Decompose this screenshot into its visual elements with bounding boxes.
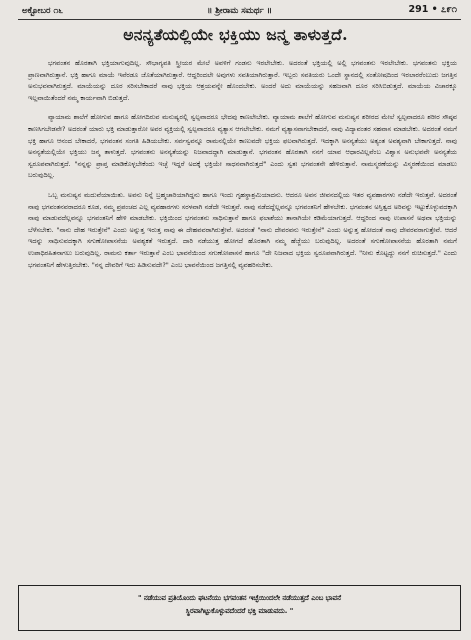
header-page-number: 291 • ೭೯೧ — [408, 4, 457, 15]
page-title: ಅನನ್ಯತೆಯಲ್ಲಿಯೇ ಭಕ್ತಿಯು ಜನ್ಮ ತಾಳುತ್ತದೆ. — [123, 25, 348, 44]
header-date: ಅಕ್ಟೋಬರ ೧೬ — [22, 6, 63, 16]
quote-line: ಸ್ಥಿರವಾಗಿಟ್ಟುಕೊಳ್ಳುವದೆಂದರೆ ಭಕ್ತಿ ಮಾಡುವದು. " — [185, 606, 294, 615]
paragraph: ವ್ಯಾಯಾಮ ಶಾಲೆಗೆ ಹೋಗುವ ಹಾಗೂ ಹೋಗದಿರುವ ಮನುಷ್ಯರಲ್ಲಿ ಸ್ವಲ್ಪವಾದರೂ ಭೇದವು ಕಾಣಲೇಬೇಕು. ವ್ಯಾಯಾಮ ಶಾಲೆಗೆ ಹೋಗುವ ಮನುಷ್ಯನ ಶರೀರದ ಮೇಲೆ ಸ್ವಲ್ಪವಾದರೂ ಶರೀರ ಸೌಷ್ಠವ ಕಾಣಸಿಗಬೇಡವೇ? ಅದರಂತೆ ಯಾರು ಭಕ್ತಿ ಮಾಡುತ್ತಾರೋ ಅವರ ವ್ಯಕ್ತಿಯಲ್ಲಿ ಸ್ವಲ್ಪವಾದರೂ ವ್ಯತ್ಯಾಸ ಆಗಲೇಬೇಕು. ನಮಗೆ ವ್ಯತ್ಯಾಸವಾಗಬೇಕಾದರೆ, ನಾವು ವಿದ್ಯಾವಂತರ ಸಹವಾಸ ಮಾಡಬೇಕು. ಅದರಂತೆ ನಮಗೆ ಭಕ್ತಿ ಹಾಗೂ ಆನಂದ ಬೇಕಾದರೆ, ಭಗವಂತನ ಸಂಗತಿ ಹಿಡಿಯಬೇಕು. ಸರ್ವಸ್ವವನ್ನೂ ರಾಮನಲ್ಲಿಯೇ ಕಾಣುವದೇ ಭಕ್ತಿಯ ಫಲವಾಗಿರುತ್ತದೆ. ಇದಕ್ಕಾಗಿ ಅನನ್ಯತೆಯು ಅತ್ಯಂತ ಅವಶ್ಯವಾಗಿ ಬೇಕಾಗುತ್ತದೆ. ನಾವು ಅನನ್ಯತೆಯಲ್ಲಿಯೇ ಭಕ್ತಿಯು ಜನ್ಮ ತಾಳುತ್ತದೆ. ಭಗವಂತನು ಅನನ್ಯತೆಯನ್ನು ನಿಜವಾದದ್ದಾಗಿ ಮಾಡುತ್ತಾನೆ. ಭಗವಂತನ ಹೊರತಾಗಿ ನನಗೆ ಯಾವ ಆಧಾರವಿಲ್ಲವೆಂಬ ವಿಶ್ವಾಸ ಅನುಭವವೇ ಅನನ್ಯತೆಯ ಸ್ವರೂಪವಾಗಿರುತ್ತದೆ. "ನನ್ನನ್ನು ಪ್ರಾಪ್ತ ಮಾಡಿಕೊಳ್ಳಬೇಕೆಂದು ಇಚ್ಛೆ ಇದ್ದರೆ ಅದಕ್ಕೆ ಭಕ್ತಿಯೇ ಸಾಧನವಾಗಿರುತ್ತದೆ" ಎಂದು ಸ್ವತಃ ಭಗವಂತನೇ ಹೇಳಿರುತ್ತಾನೆ. ನಾಮಸ್ಮರಣೆಯನ್ನು ವಿಸ್ಮರಣೆಯಿಂದ ಮಾಡಲು ಬರುವುದಿಲ್ಲ. — [28, 113, 457, 180]
header-journal-name: ॥ ಶ್ರೀರಾಮ ಸಮರ್ಥ ॥ — [207, 6, 272, 16]
quote-box — [18, 585, 461, 631]
paragraph: ಒಬ್ಬ ಮನುಷ್ಯನ ಮದುವೆಯಾಯಿತು. ಅವನು ನಿನ್ನೆ ಬ್ರಹ್ಮಚಾರಿಯಾಗಿದ್ದನು ಹಾಗೂ ಇಂದು ಗೃಹಸ್ಥಾಶ್ರಮಿಯಾದನು. ಆದರೂ ಅವನ ಜೀವನದಲ್ಲಿಯ ಇತರ ವ್ಯವಹಾರಗಳು ನಡೆದೇ ಇರುತ್ತವೆ. ಅದರಂತೆ ನಾವು ಭಗವಂತನವರಾದರೂ ಕೂಡ, ನಮ್ಮ ಪ್ರಪಂಚದ ಎಲ್ಲ ವ್ಯವಹಾರಗಳು ಸರಳವಾಗಿ ನಡೆದೇ ಇರುತ್ತವೆ. ನಾವು ನಡೆದದ್ದೆಲ್ಲವನ್ನೂ ಭಗವಂತನಿಗೆ ಹೇಳಬೇಕು. ಭಗವಂತನ ಅಸ್ತಿತ್ವದ ಅರಿವನ್ನು ಇಟ್ಟುಕೊಳ್ಳುವದಕ್ಕಾಗಿ ನಾವು ಮಾಡುವದೆಲ್ಲವನ್ನೂ ಭಗವಂತನಿಗೆ ಹೇಳಿ ಮಾಡಬೇಕು. ಭಕ್ತಿಯಿಂದ ಭಗವಂತನು ಸಾಧಿಸುತ್ತಾನೆ ಹಾಗೂ ಫಲಾಶೆಯು ತಾನಾಗಿಯೇ ಕಡಿಮೆಯಾಗುತ್ತದೆ. ಆದ್ದರಿಂದ ನಾವು ಉಪಾಸನೆ ಅಥವಾ ಭಕ್ತಿಯನ್ನು ಬೆಳೆಸಬೇಕು. "ನಾನು ದೇಹ ಇರುತ್ತೇನೆ" ಎಂದು ಅನ್ನುತ್ತ ಇರುತ್ತ ನಾವು ಈ ದೇಹವವರಾಗಿರುತ್ತೇವೆ. ಅದರಂತೆ "ನಾನು ದೇವರವನು ಇರುತ್ತೇನೆ" ಎಂದು ಅನ್ನುತ್ತ ಹೋದಂತೆ ನಾವು ದೇವರವರಾಗುತ್ತೇವೆ. ಆದರೆ ಇದನ್ನು ಸಾಧಿಸುವದಕ್ಕಾಗಿ ಸಗುಣೋಪಾಸನೆಯ ಅವಶ್ಯಕತೆ ಇರುತ್ತದೆ. ದಾರಿ ನಡೆಯುತ್ತ ಹೋಗದೆ ಹೊರತಾಗಿ ನಮ್ಮ ಹೆಜ್ಜೆಯು ಬರುವುದಿಲ್ಲ. ಅದರಂತೆ ಸಗುಣೋಪಾಸನೆಯ ಹೊರತಾಗಿ ನಮಗೆ ಉಪಾಧಿರಹಿತನಾಗಲು ಬರುವುದಿಲ್ಲ. ರಾಮನು ಕರ್ತಾ ಇರುತ್ತಾನೆ ಎಂಬ ಭಾವನೆಯಿಂದ ಸಗುಣೋಪಾಸನೆ ಹಾಗೂ "ದೇ ನಿಜವಾದ ಭಕ್ತಿಯ ಸ್ವರೂಪವಾಗಿರುತ್ತದೆ. "ನೀನು ಕೊಟ್ಟದ್ದು ನನಗೆ ರುಚಿಸುತ್ತದೆ." ಎಂದು ಭಗವಂತನಿಗೆ ಹೇಳುತ್ತಿರಬೇಕು. "ನನ್ನ ದೇವರಿಗೆ ಇದು ಹಿಡಿಸುವದೇ?" ಎಂಬ ಭಾವನೆಯಿಂದ ಜಗತ್ತಿನಲ್ಲಿ ವ್ಯವಹರಿಸಬೇಕು. — [28, 190, 457, 269]
paragraph: ಭಗವಂತನ ಹೊರತಾಗಿ ಭಕ್ತಿಯಾಗುವುದಿಲ್ಲ. ಸೌಭಾಗ್ಯವತಿ ಸ್ತ್ರೀಯರ ಮೇಲೆ ಅವಳಿಗೆ ಗಂಡನು ಇರಲೇಬೇಕು. ಅದರಂತೆ ಭಕ್ತಿಯಲ್ಲಿ ಅಲ್ಲಿ ಭಗವಂತನು ಇರಲೇಬೇಕು. ಭಗವಂತನು ಭಕ್ತಿಯ ಪ್ರಾಣವಾಗಿರುತ್ತಾನೆ. ಭಕ್ತಿ ಹಾಗೂ ಮಾಯೆ ಇವೆರಡೂ ಜೊತೆಯಾಗಿರುತ್ತಾರೆ. ಆದ್ದರಿಂದಲೇ ಅವುಗಳು ಸವತಿಯಾಗಿರುತ್ತಾರೆ. ಇಬ್ಬರು ಸವತಿಯರು ಒಂದೇ ಸ್ಥಾನದಲ್ಲಿ ಸಂತೋಷದಿಂದ ಇರಲಾರರೆಂಬುದು ಜಗತ್ತಿನ ಅನುಭವವಾಗಿರುತ್ತದೆ. ಮಾಯೆಯನ್ನು ದೂರ ಸರಿಸಬೇಕಾದರೆ ನಾವು ಭಕ್ತಿಯ ಆಶ್ರಯವನ್ನೇ ಹೊಂದಬೇಕು. ಅಂದರೆ ಅದು ಮಾಯೆಯನ್ನು ಸಹಜವಾಗಿ ದೂರ ಸರಿಸಿಬಿಡುತ್ತದೆ. ಮಾಯೆಯ ವಿಚಾರಕ್ಕೂ ಇಲ್ಲವಾಯಿತೆಂದರೆ ನಮ್ಮ ಕಾರ್ಯವಾಗಿ ಬಿಡುತ್ತದೆ. — [28, 59, 457, 102]
page-header — [22, 4, 457, 20]
quote-line: " ನಡೆಯುವ ಪ್ರತಿಯೊಂದು ಘಟನೆಯು ಭಗವಂತನ ಇಚ್ಛೆಯಿಂದಲೇ ನಡೆಯುತ್ತದೆ ಎಂಬ ಭಾವನೆ — [137, 594, 342, 602]
header-rule — [18, 19, 461, 20]
body-text — [28, 58, 457, 279]
